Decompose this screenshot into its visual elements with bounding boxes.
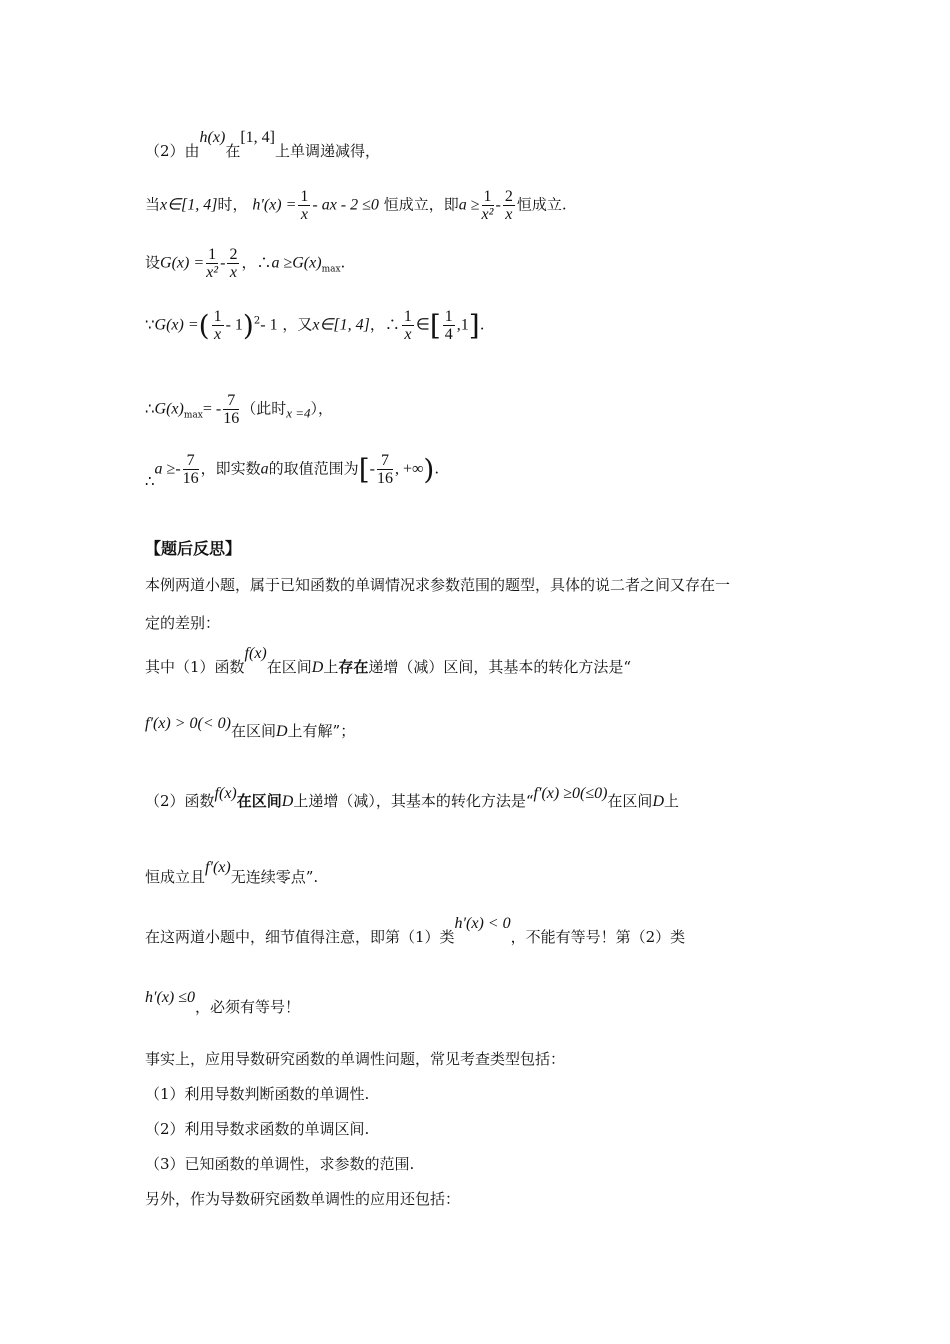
list-item: （1）利用导数判断函数的单调性.: [145, 1085, 370, 1103]
math: - ax - 2 ≤0: [312, 196, 379, 214]
text: 上单调递减得，: [274, 142, 380, 160]
fraction: $\frac{2}{x}$: [229, 246, 238, 281]
superscript: 2: [253, 315, 261, 327]
text: （2）由: [145, 142, 200, 160]
text: .: [340, 253, 346, 272]
text: ，∴: [241, 253, 272, 272]
set-line: 设G(x) = $\frac{1}{\text{x²}}$ - $\frac{2}{x}$ ，∴a $\ge G(x)_{max}$.: [145, 246, 346, 281]
text: 的取值范围为: [268, 459, 359, 478]
math: f′(x) ≥0(≤0): [533, 785, 608, 802]
math: D: [311, 659, 324, 676]
fraction: $\frac{2}{x}$: [504, 188, 513, 223]
paragraph: 其中（1）函数f(x)在区间D上存在递增（减）区间，其基本的转化方法是“: [145, 645, 632, 676]
fraction: $\frac{7}{16}$: [223, 392, 240, 427]
fraction: $\frac{1}{x}$: [213, 308, 222, 343]
text: 当: [145, 195, 161, 214]
math: a ≥-: [154, 460, 181, 478]
list-item: （3）已知函数的单调性，求参数的范围.: [145, 1155, 415, 1173]
text: 时，: [217, 195, 248, 214]
math: a ≥G(x): [271, 254, 322, 272]
paragraph: （2）函数f(x)在区间D上递增（减），其基本的转化方法是“f′(x) ≥0(≤0)在区间D上: [145, 785, 680, 810]
because-line: ∵G(x) =( $\frac{1}{x}$ - 1)$^2$- 1 ，又x∈[1, 4]，∴ $\frac{1}{x}$ ∈[ $\frac{1}{4}$ ,1].: [145, 308, 485, 343]
text: 恒成立.: [516, 195, 567, 214]
fraction: $\frac{7}{16}$: [182, 452, 199, 487]
interval-math: x∈[1, 4]: [312, 316, 370, 334]
answer-line: ∴a ≥- $\frac{7}{16}$ ，即实数a的取值范围为[- $\frac{7}{16}$ , +∞).: [145, 452, 440, 490]
paragraph: 另外，作为导数研究函数单调性的应用还包括：: [145, 1190, 461, 1208]
math: f′(x): [205, 859, 231, 876]
fraction: $\frac{1}{x}$: [300, 188, 309, 223]
fraction: $\frac{7}{16}$: [376, 452, 393, 487]
subscript: max: [183, 410, 203, 421]
paragraph: f′(x) > 0(< 0)在区间D上有解”；: [145, 715, 356, 740]
text: .: [434, 459, 440, 478]
math: h′(x) < 0: [454, 915, 511, 932]
math: h′(x) ≤0: [145, 989, 196, 1006]
math: G(x): [154, 400, 184, 418]
fraction: $\frac{1}{4}$: [444, 308, 453, 343]
paragraph: 定的差别：: [145, 614, 221, 632]
part2-line: [145, 129, 380, 161]
emphasis: 在区间: [236, 792, 282, 810]
when-line: 当x∈[1, 4]时， h′(x) = $\frac{1}{x}$ - ax - 2 ≤0 恒成立，即a ≥ $\frac{1}{\text{x²}}$ - $\frac{2}{x}$ 恒成立.: [145, 188, 567, 223]
emphasis: 存在: [338, 658, 369, 676]
fraction: $\frac{1}{x}$: [403, 308, 412, 343]
text: ∴: [145, 471, 155, 490]
reflection-heading: 【题后反思】: [145, 539, 242, 558]
math: f(x): [244, 645, 267, 662]
text: （此时: [241, 399, 287, 418]
subscript: max: [321, 264, 341, 275]
paragraph: 事实上，应用导数研究函数的单调性问题，常见考查类型包括：: [145, 1050, 566, 1068]
hx-math: h(x): [199, 129, 226, 146]
math: f′(x) > 0(< 0): [145, 715, 231, 732]
text: ），: [310, 399, 334, 418]
fraction: $\frac{1}{\text{x²}}$: [481, 188, 494, 223]
paragraph: 本例两道小题，属于已知函数的单调情况求参数范围的题型，具体的说二者之间又存在一: [145, 576, 731, 594]
interval-math: x∈[1, 4]: [160, 196, 218, 214]
text: 恒成立，即: [383, 195, 459, 214]
math: x =4: [286, 405, 311, 421]
max-line: $\therefore G(x)_{max}=$ - $\frac{7}{16}$ （此时x =4），: [145, 392, 334, 427]
list-item: （2）利用导数求函数的单调区间.: [145, 1120, 370, 1138]
paragraph: 恒成立且f′(x)无连续零点”.: [145, 859, 319, 886]
math: G(x) =: [160, 254, 205, 272]
interval-math: [1, 4]: [240, 129, 275, 146]
math: a: [260, 460, 269, 478]
text: ∵: [145, 315, 155, 334]
text: ，∴: [369, 315, 400, 334]
math: a ≥: [458, 196, 480, 214]
fraction: $\frac{1}{\text{x²}}$: [206, 246, 219, 281]
paragraph: h′(x) ≤0，必须有等号！: [145, 989, 301, 1016]
derivative-math: h′(x) =: [252, 196, 297, 214]
paragraph: 在这两道小题中，细节值得注意，即第（1）类h′(x) < 0，不能有等号！第（2）类: [145, 915, 686, 946]
math: G(x) =: [154, 316, 199, 334]
text: ，又: [282, 315, 313, 334]
math: f(x): [214, 785, 237, 802]
text: ∴: [145, 399, 155, 418]
text: 设: [145, 253, 161, 272]
text: ，即实数: [200, 459, 261, 478]
text: .: [479, 315, 485, 334]
text: 在: [225, 142, 241, 160]
